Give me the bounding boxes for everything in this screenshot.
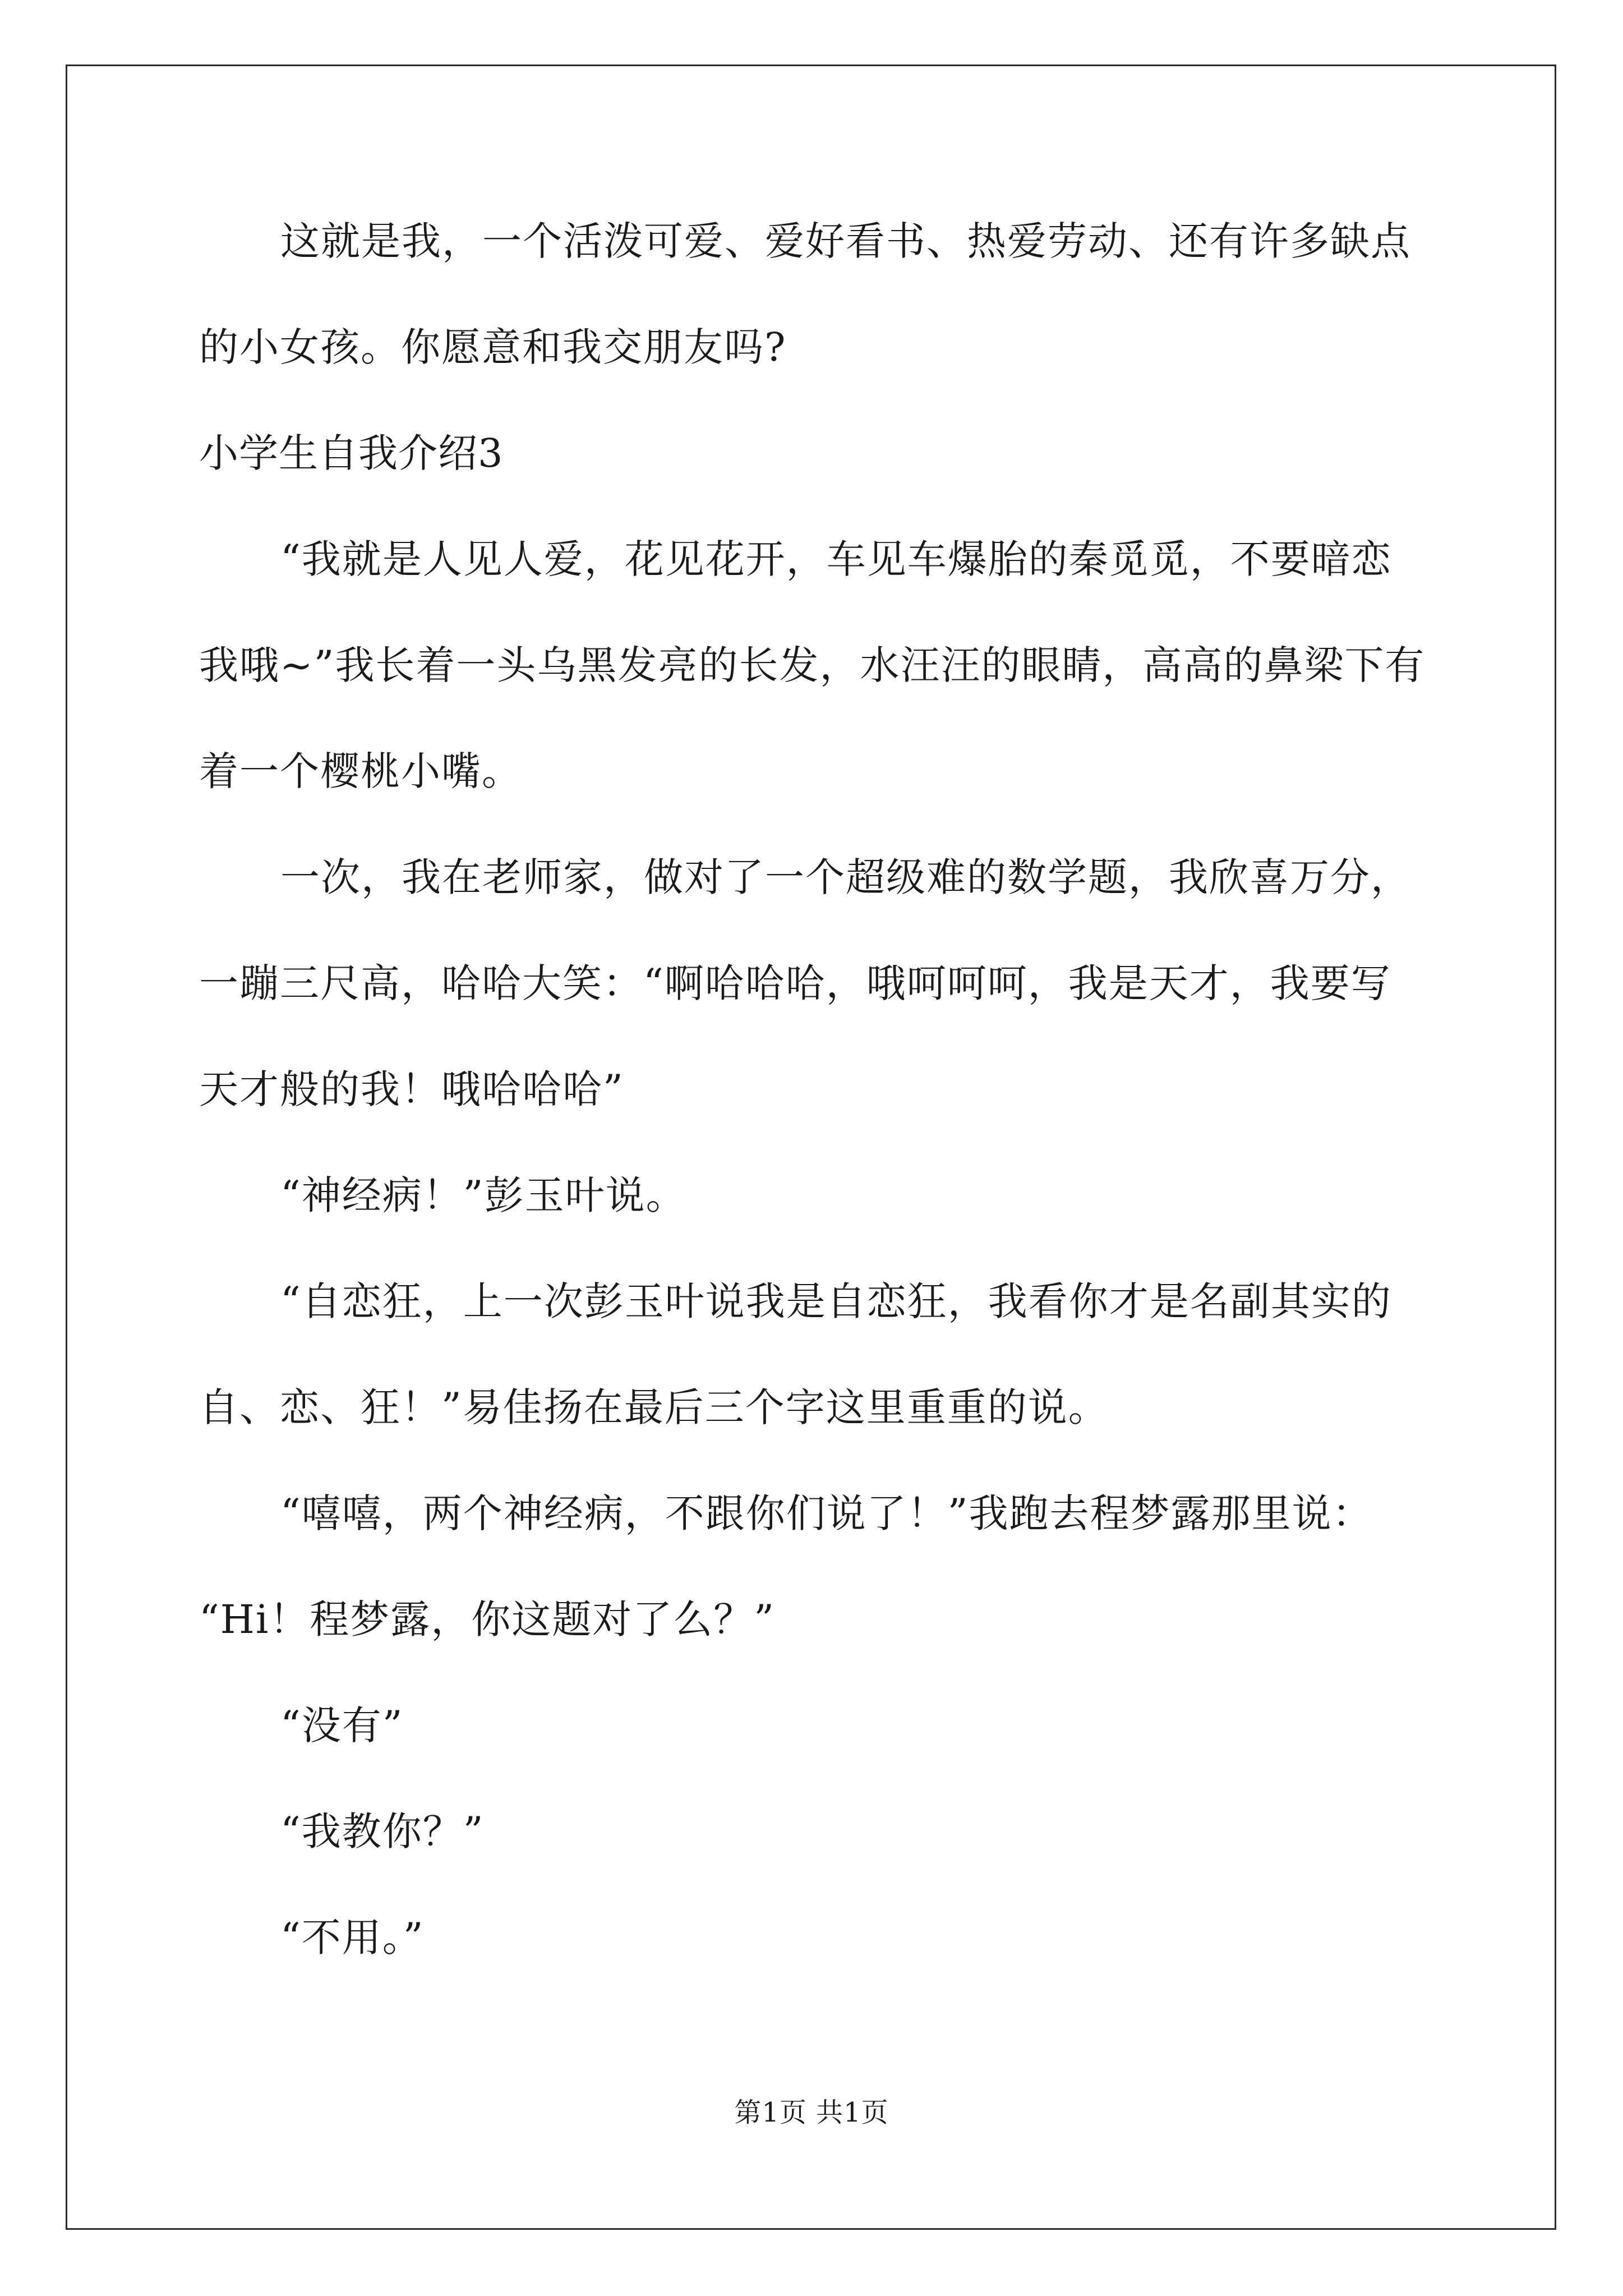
paragraph-line: “神经病！”彭玉叶说。 bbox=[280, 1172, 686, 1218]
paragraph-line: “没有” bbox=[280, 1703, 404, 1749]
paragraph-line: “自恋狂，上一次彭玉叶说我是自恋狂，我看你才是名副其实的 bbox=[280, 1278, 1392, 1324]
document-body bbox=[199, 218, 1427, 2024]
paragraph-line: 我哦~”我长着一头乌黑发亮的长发，水汪汪的眼睛，高高的鼻梁下有 bbox=[199, 642, 1426, 688]
paragraph-line: 一次，我在老师家，做对了一个超级难的数学题，我欣喜万分， bbox=[280, 854, 1411, 900]
paragraph-line: 一蹦三尺高，哈哈大笑：“啊哈哈哈，哦呵呵呵，我是天才，我要写 bbox=[199, 960, 1391, 1006]
paragraph-line: “嘻嘻，两个神经病，不跟你们说了！”我跑去程梦露那里说： bbox=[280, 1490, 1373, 1536]
paragraph-line: 这就是我，一个活泼可爱、爱好看书、热爱劳动、还有许多缺点 bbox=[280, 218, 1411, 264]
paragraph-line: 的小女孩。你愿意和我交朋友吗? bbox=[199, 324, 787, 370]
paragraph-line: “Hi！程梦露，你这题对了么？” bbox=[199, 1596, 776, 1642]
paragraph-line: 天才般的我！哦哈哈哈” bbox=[199, 1066, 624, 1112]
section-heading: 小学生自我介绍3 bbox=[199, 430, 504, 476]
paragraph-line: “不用。” bbox=[280, 1915, 425, 1961]
paragraph-line: “我就是人见人爱，花见花开，车见车爆胎的秦觅觅，不要暗恋 bbox=[280, 536, 1392, 582]
paragraph-line: “我教你？” bbox=[280, 1809, 485, 1855]
paragraph-line: 自、恋、狂！”易佳扬在最后三个字这里重重的说。 bbox=[199, 1384, 1109, 1430]
paragraph-line: 着一个樱桃小嘴。 bbox=[199, 748, 522, 794]
page-number-footer: 第1页 共1页 bbox=[734, 2097, 889, 2128]
